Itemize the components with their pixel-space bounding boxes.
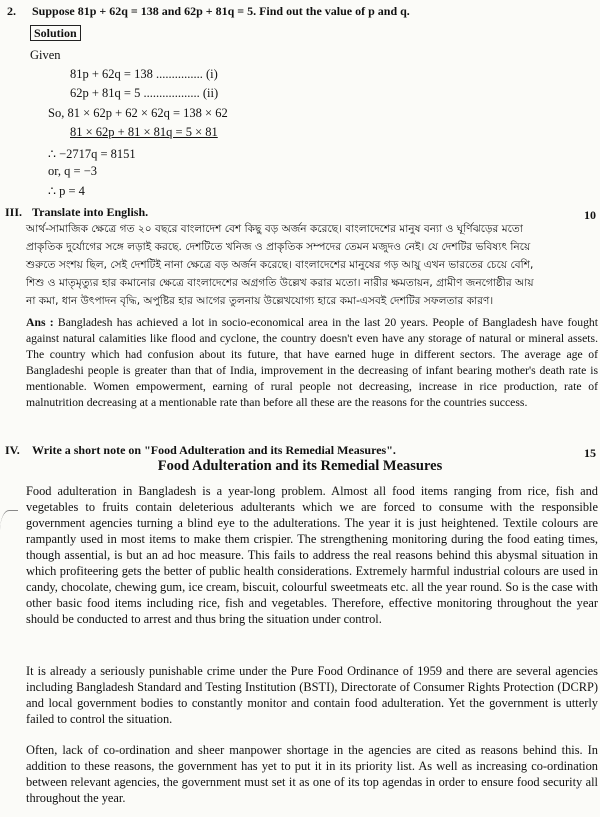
step-4: or, q = −3 <box>48 164 98 178</box>
step-2: 81 × 62p + 81 × 81q = 5 × 81 <box>70 125 218 139</box>
question-2-text: Suppose 81p + 62q = 138 and 62p + 81q = 5. Find out the value of p and q. <box>32 4 410 18</box>
question-3-number: III. <box>5 205 23 219</box>
scan-mark <box>0 510 18 551</box>
solution-label: Solution <box>30 25 81 41</box>
bengali-line-5: না কমা, ধান উৎপাদন বৃদ্ধি, অপুষ্টির হার আগের তুলনায় উল্লেখযোগ্য হারে কমা-এসবই দেশটির সফলতার কারণ। <box>26 295 494 307</box>
question-3-title: Translate into English. <box>32 205 149 219</box>
question-4-marks: 15 <box>584 446 596 460</box>
essay-paragraph-2: It is already a seriously punishable crime under the Pure Food Ordinance of 1959 and there are several agencies including Bangladesh Standard and Testing Institution (BSTI), Directorate of Consumer Rights Protection (DCRP) and local government bodies to constantly monitor and contain food adulteration. Yet the government is utterly failed to control the situation. <box>26 664 598 727</box>
step-3: ∴ −2717q = 8151 <box>48 147 136 161</box>
answer-text: Bangladesh has achieved a lot in socio-economical area in the last 20 years. People of Bangladesh have fought against natural calamities like flood and cyclone, the country doesn't even have any storage of natural or mineral assets. The country which had confusion about its future, that have earned huge in different sectors. The average age of Bangladeshi people is greater than that of India, improvement in the decreasing of infant bearing mother's death rate is mentionable. Women empowerment, earning of rural people not decreasing, increase in rice production, rate of malnutrition decreasing at a mentionable rate than before all these are the reasons for the countries success. <box>26 316 599 409</box>
equation-2: 62p + 81q = 5 .................. (ii) <box>70 86 219 100</box>
step-1: So, 81 × 62p + 62 × 62q = 138 × 62 <box>48 106 228 120</box>
question-4-title: Write a short note on "Food Adulteration and its Remedial Measures". <box>32 443 396 457</box>
question-3-marks: 10 <box>584 208 596 222</box>
translation-answer <box>26 315 598 410</box>
bengali-line-4: শিশু ও মাতৃমৃত্যুর হার কমানোর ক্ষেত্রে বাংলাদেশের অগ্রগতি উল্লেখ করার মতো। নারীর ক্ষমতায়ন, গ্রামীণ জনগোষ্ঠীর আয় <box>26 277 534 289</box>
given-label: Given <box>30 48 61 62</box>
essay-paragraph-1: Food adulteration in Bangladesh is a year-long problem. Almost all food items ranging from rice, fish and vegetables to fruits contain deleterious adulterants which we are forced to consume with the responsible government agencies turning a blind eye to the adulterations. The year it is just heightened. Textile colours are rampantly used in most items to make them crispier. The strengthening monitoring during the food eating times, though assential, is but an ad hoc measure. This fails to address the real reasons behind this abysmal situation in which profiteering gets the better of public health considerations. Extremely harmful industrial colours are used in candy, chocolate, chewing gum, ice cream, biscuit, colourful sweetmeats etc. all the year round. So is the case with other basic food items including rice, fish and vegetables. Therefore, effective monitoring throughout the year should be conducted to arrest and thus bring the situation under control. <box>26 484 598 627</box>
step-5: ∴ p = 4 <box>48 184 85 198</box>
question-2-number: 2. <box>7 4 16 18</box>
essay-heading: Food Adulteration and its Remedial Measures <box>157 458 443 474</box>
essay-paragraph-3: Often, lack of co-ordination and sheer manpower shortage in the agencies are cited as reasons behind this. In addition to these reasons, the government has yet to put it in its priority list. As well as increasing co-ordination between relevant agencies, the government must set it as one of its top agendas in order to ensure food security all throughout the year. <box>26 743 598 806</box>
bengali-line-3: শুরুতে সংশয় ছিল, সেই দেশটিই নানা ক্ষেত্রে বড় অর্জন করেছে। বাংলাদেশের মানুষের গড় আয়ু এখন ভারতের চেয়ে বেশি, <box>26 259 534 271</box>
equation-1: 81p + 62q = 138 ............... (i) <box>70 67 218 81</box>
bengali-line-1: আর্থ-সামাজিক ক্ষেত্রে গত ২০ বছরে বাংলাদেশ বেশ কিছু বড় অর্জন করেছে। বাংলাদেশের মানুষ বন্যা ও ঘূর্ণিঝড়ের মতো <box>26 223 523 235</box>
bengali-line-2: প্রাকৃতিক দুর্যোগের সঙ্গে লড়াই করছে. দেশটিতে খনিজ ও প্রাকৃতিক সম্পদের তেমন মজুদও নেই। যে দেশটির ভবিষ্যৎ নিয়ে <box>26 241 531 253</box>
ans-label: Ans : <box>26 316 54 329</box>
question-4-number: IV. <box>5 443 20 457</box>
